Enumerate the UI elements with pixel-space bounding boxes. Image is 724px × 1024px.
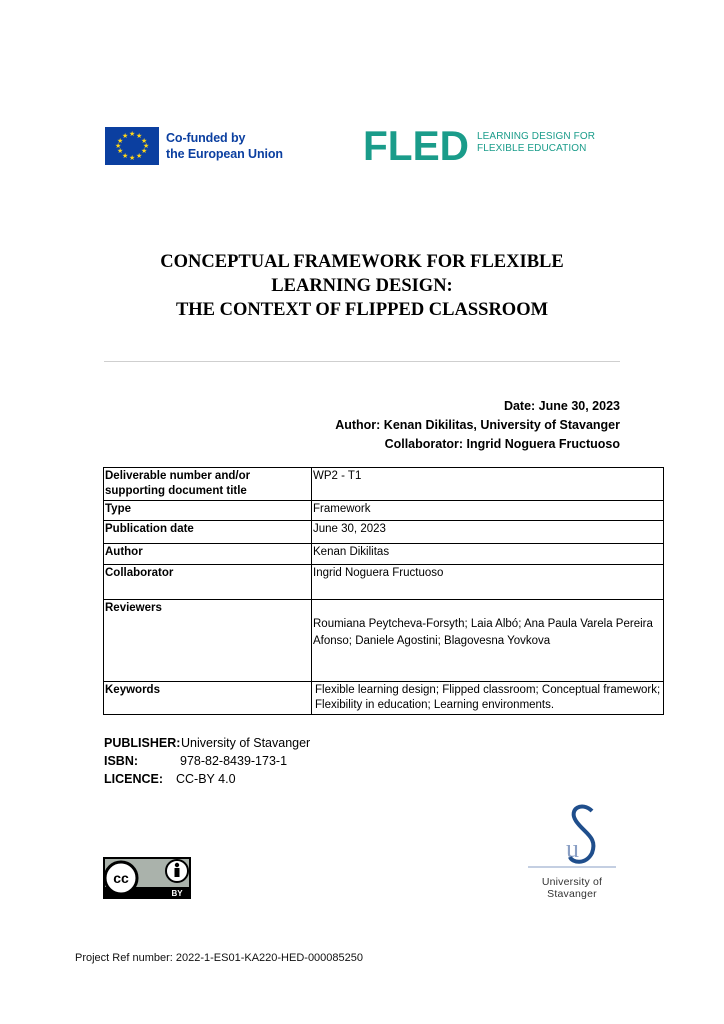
project-ref-footer: Project Ref number: 2022-1-ES01-KA220-HED-000085250 — [75, 952, 363, 964]
publisher-label: PUBLISHER: — [104, 736, 181, 750]
fled-wordmark-icon — [363, 121, 471, 165]
licence-value: CC-BY 4.0 — [176, 772, 236, 786]
table-key: Deliverable number and/or supporting document title — [104, 468, 312, 501]
svg-text:cc: cc — [113, 870, 129, 886]
svg-text:u: u — [566, 834, 579, 863]
title-line1: CONCEPTUAL FRAMEWORK FOR FLEXIBLE — [160, 252, 564, 272]
meta-date: Date: June 30, 2023 — [503, 399, 620, 413]
divider — [104, 361, 620, 362]
table-key: Publication date — [104, 521, 312, 544]
isbn-label: ISBN: — [104, 754, 139, 768]
meta-author: Author: Kenan Dikilitas, University of Stavanger — [335, 418, 620, 432]
table-value: Flexible learning design; Flipped classroom; Conceptual framework; Flexibility in education; Learning environments. — [312, 682, 664, 715]
table-value: Kenan Dikilitas — [312, 544, 664, 565]
fled-logo — [363, 121, 595, 165]
meta-collaborator: Collaborator: Ingrid Noguera Fructuoso — [384, 437, 620, 451]
document-title — [100, 250, 624, 322]
table-row — [104, 544, 664, 565]
table-row — [104, 501, 664, 521]
university-of-stavanger-logo — [526, 803, 618, 900]
table-value: Framework — [312, 501, 664, 521]
table-row — [104, 682, 664, 715]
table-row — [104, 468, 664, 501]
licence-label: LICENCE: — [104, 772, 164, 786]
table-key: Reviewers — [104, 600, 312, 682]
uis-logo-line2: Stavanger — [547, 888, 597, 900]
cc-badge-label: BY — [171, 889, 183, 898]
isbn-value: 978-82-8439-173-1 — [180, 754, 288, 768]
uis-logo-line1: University of — [541, 876, 603, 888]
eu-logo-line2: the European Union — [166, 147, 283, 161]
table-key: Collaborator — [104, 565, 312, 600]
table-value: Roumiana Peytcheva-Forsyth; Laia Albó; Ana Paula Varela Pereira Afonso; Daniele Agostini; Blagovesna Yovkova — [312, 600, 664, 682]
publisher-value: University of Stavanger — [181, 736, 311, 750]
eu-logo-line1: Co-funded by — [166, 131, 246, 145]
publisher-block — [104, 734, 310, 788]
meta-block — [300, 397, 620, 454]
table-value: WP2 - T1 — [312, 468, 664, 501]
cc-by-icon — [103, 857, 191, 899]
table-value: June 30, 2023 — [312, 521, 664, 544]
table-key: Author — [104, 544, 312, 565]
eu-flag-icon: ★ ★ ★ ★ ★ ★ ★ ★ ★ ★ ★ ★ — [105, 127, 159, 165]
table-key: Type — [104, 501, 312, 521]
fled-logo-line2: FLEXIBLE EDUCATION — [477, 143, 587, 154]
fled-wordmark-text: FLED — [363, 122, 469, 165]
title-line2: LEARNING DESIGN: — [271, 276, 453, 296]
table-row — [104, 565, 664, 600]
document-info-table — [103, 467, 664, 715]
table-key: Keywords — [104, 682, 312, 715]
uis-mark-icon — [526, 803, 618, 869]
title-line3: THE CONTEXT OF FLIPPED CLASSROOM — [175, 300, 549, 320]
table-row — [104, 600, 664, 682]
table-row — [104, 521, 664, 544]
fled-logo-line1: LEARNING DESIGN FOR — [477, 131, 596, 142]
eu-cofunded-logo — [105, 127, 283, 165]
table-value: Ingrid Noguera Fructuoso — [312, 565, 664, 600]
